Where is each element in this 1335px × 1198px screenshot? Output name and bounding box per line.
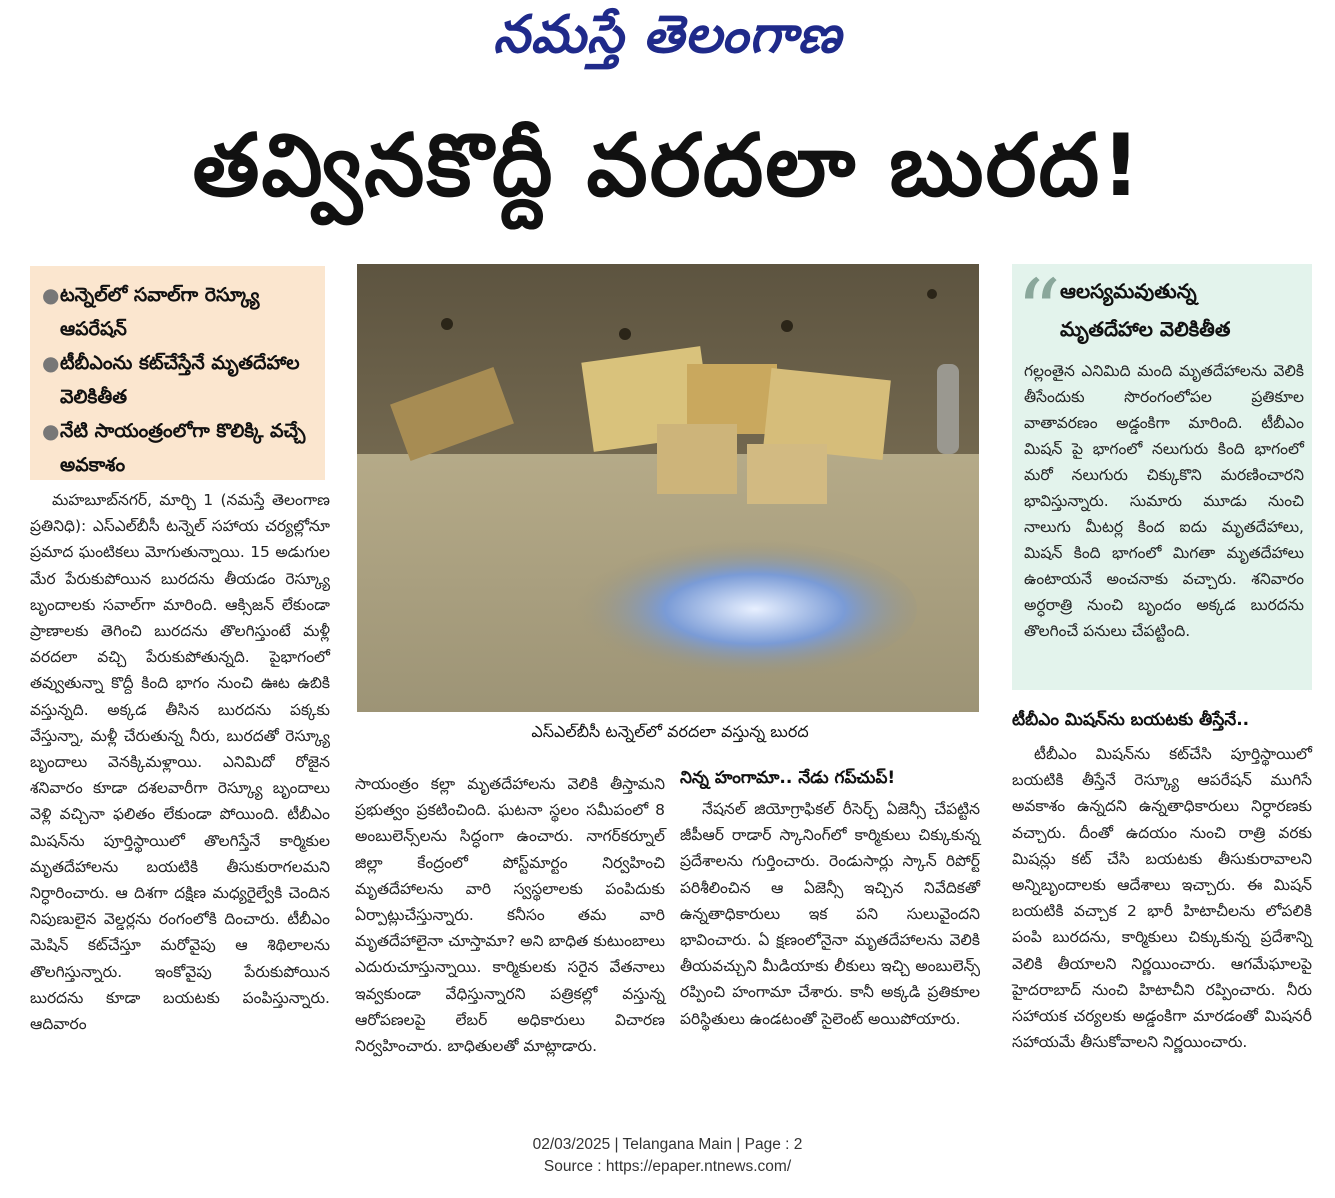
subhead-column-3: నిన్న హంగామా.. నేడు గప్‌చుప్! bbox=[680, 768, 896, 788]
article-column-2 bbox=[355, 771, 665, 1059]
page-footer bbox=[0, 1134, 1335, 1178]
quote-body: గల్లంతైన ఎనిమిది మంది మృతదేహాలను వెలికి తీసేందుకు సొరంగంలోపల ప్రతికూల వాతావరణం అడ్డంకిగా మారింది. టీబీఎం మిషన్ పై భాగంలో నలుగురు కింది భాగంలో మరో నలుగురు చిక్కుకొని మరణించారని భావిస్తున్నారు. సుమారు మూడు నుంచి నాలుగు మీటర్ల కింద ఐదు మృతదేహాలు, మిషన్ కింది భాగంలో మిగతా మృతదేహాలు ఉంటాయనే అంచనాకు వచ్చారు. శనివారం అర్ధరాత్రి నుంచి బృందం అక్కడ బురదను తొలగించే పనులు చేపట్టింది. bbox=[1024, 362, 1304, 640]
highlights-box bbox=[30, 266, 325, 480]
article-column-4 bbox=[1012, 741, 1312, 1055]
bullet-icon: ● bbox=[42, 351, 60, 375]
article-paragraph: సాయంత్రం కల్లా మృతదేహాలను వెలికి తీస్తామని ప్రభుత్వం ప్రకటించింది. ఘటనా స్థలం సమీపంలో 8 అంబులెన్స్‌లను సిద్ధంగా ఉంచారు. నాగర్‌కర్నూల్ జిల్లా కేంద్రంలో పోస్ట్‌మార్టం నిర్వహించి మృతదేహాలను వారి స్వస్థలాలకు పంపిదుకు ఏర్పాట్లుచేస్తున్నారు. కనీసం తమ వారి మృతదేహాలైనా చూస్తామా? అని బాధిత కుటుంబాలు ఎదురుచూస్తున్నాయి. కార్మికులకు సరైన వేతనాలు ఇవ్వకుండా వేధిస్తున్నారని పత్రికల్లో వస్తున్న ఆరోపణలపై లేబర్ అధికారులు విచారణ నిర్వహించారు. బాధితులతో మాట్లాడారు. bbox=[355, 775, 665, 1056]
highlight-item bbox=[42, 414, 317, 482]
tunnel-photo bbox=[357, 264, 979, 712]
footer-source-line: Source : https://epaper.ntnews.com/ bbox=[543, 1158, 792, 1175]
footer-date-line: 02/03/2025 | Telangana Main | Page : 2 bbox=[532, 1136, 803, 1153]
article-paragraph: టీబీఎం మిషన్‌ను కట్‌చేసి పూర్తిస్థాయిలో బయటికి తీస్తేనే రెస్క్యూ ఆపరేషన్ ముగిసే అవకాశం ఉన్నదని ఉన్నతాధికారులు నిర్ధారణకు వచ్చారు. దీంతో ఉదయం నుంచి రాత్రి వరకు మిషన్లు కట్ చేసి బయటకు తీసుకురావాలని అన్నిబృందాలకు ఆదేశాలు ఇచ్చారు. ఈ మిషన్ బయటికి వచ్చాక 2 భారీ హిటాచీలను లోపలికి పంపి బురదను, కార్మికులు చిక్కుకున్న ప్రదేశాన్ని వెలికి తీయాలని నిర్ణయించారు. ఆగమేఘాలపై హైదరాబాద్ నుంచి హిటాచీని రప్పించారు. నీరు సహాయక చర్యలకు అడ్డంకిగా మారడంతో మిషనరీ సహాయమే తీసుకోవాలని నిర్ణయించారు. bbox=[1012, 745, 1312, 1052]
highlight-text: టీబీఎంను కట్‌చేస్తేనే మృతదేహాల వెలికితీత bbox=[60, 352, 300, 408]
article-paragraph: మహబూబ్‌నగర్, మార్చి 1 (నమస్తే తెలంగాణ ప్రతినిధి): ఎస్‌ఎల్‌బీసీ టన్నెల్ సహాయ చర్యల్లోనూ ప్రమాద ఘంటికలు మోగుతున్నాయి. 15 అడుగుల మేర పేరుకుపోయిన బురదను తీయడం రెస్క్యూ బృందాలకు సవాల్‌గా మారింది. ఆక్సిజన్ లేకుండా ప్రాణాలకు తెగించి బురదను తొలగిస్తుంటే మళ్లీ వరదలా వచ్చి పేరుకుపోతున్నది. పైభాగంలో తవ్వుతున్నా కొద్దీ కింది భాగం నుంచి ఊట ఉబికి వస్తున్నది. అక్కడ తీసిన బురదను పక్కకు వేస్తున్నా, మళ్లీ చేరుతున్న నీరు, బురదతో రెస్క్యూ బృందాలు వెనక్కిమళ్లాయి. ఎనిమిదో రోజైన శనివారం కూడా దశలవారీగా రెస్క్యూ బృందాలు వెళ్లి వచ్చినా ఫలితం లేకుండా పోయింది. టీబీఎం మిషన్‌ను పూర్తిస్థాయిలో తొలగిస్తేనే కార్మికుల మృతదేహాలను బయటికి తీసుకురాగలమని నిర్ధారించారు. ఆ దిశగా దక్షిణ మధ్యరైల్వేకి చెందిన నిపుణులైన వెల్డర్లను రంగంలోకి దించారు. టీబీఎం మెషిన్ కట్‌చేస్తూ మరోవైపు ఆ శిథిలాలను తొలగిస్తున్నారు. ఇంకోవైపు పేరుకుపోయిన బురదను కూడా బయటకు పంపిస్తున్నారు. ఆదివారం bbox=[30, 491, 330, 1034]
highlight-text: నేటి సాయంత్రంలోగా కొలిక్కి వచ్చే అవకాశం bbox=[60, 420, 306, 476]
highlight-item bbox=[42, 278, 317, 346]
article-paragraph: నేషనల్ జియోగ్రాఫికల్ రీసెర్చ్ ఏజెన్సీ చేపట్టిన జీపీఆర్ రాడార్ స్కానింగ్‌లో కార్మికులు చిక్కుకున్న ప్రదేశాలను గుర్తించారు. రెండుసార్లు స్కాన్ రిపోర్ట్ పరిశీలించిన ఆ ఏజెన్సీ ఇచ్చిన నివేదికతో ఉన్నతాధికారులు ఇక పని సులువైందని భావించారు. ఏ క్షణంలోనైనా మృతదేహాలను వెలికి తీయవచ్చుని మీడియాకు లీకులు ఇచ్చి అంబులెన్స్ రప్పించి హంగామా చేశారు. కానీ అక్కడి ప్రతికూల పరిస్థితులు ఉండటంతో సైలెంట్ అయిపోయారు. bbox=[680, 800, 980, 1028]
bullet-icon: ● bbox=[42, 283, 60, 307]
quote-title bbox=[1060, 272, 1310, 348]
quote-title-line-2: మృతదేహాల వెలికితీత bbox=[1060, 317, 1231, 341]
highlights-list bbox=[30, 266, 325, 482]
masthead-logo: నమస్తే తెలంగాణ bbox=[493, 4, 842, 65]
photo-caption: ఎస్‌ఎల్‌బీసీ టన్నెల్‌లో వరదలా వస్తున్న బురద bbox=[531, 722, 809, 741]
quote-title-line-1: ఆలస్యమవుతున్న bbox=[1060, 279, 1197, 303]
subhead-column-4: టీబీఎం మిషన్‌ను బయటకు తీస్తేనే.. bbox=[1012, 710, 1250, 730]
quote-mark-icon: “ bbox=[1016, 260, 1061, 363]
highlight-item bbox=[42, 346, 317, 414]
headline: తవ్వినకొద్దీ వరదలా బురద! bbox=[192, 116, 1143, 216]
tunnel-photo-illustration bbox=[357, 264, 979, 712]
article-column-1 bbox=[30, 487, 330, 1037]
highlight-text: టన్నెల్‌లో సవాల్‌గా రెస్క్యూ ఆపరేషన్ bbox=[60, 284, 260, 340]
bullet-icon: ● bbox=[42, 419, 60, 443]
article-column-3 bbox=[680, 796, 980, 1032]
